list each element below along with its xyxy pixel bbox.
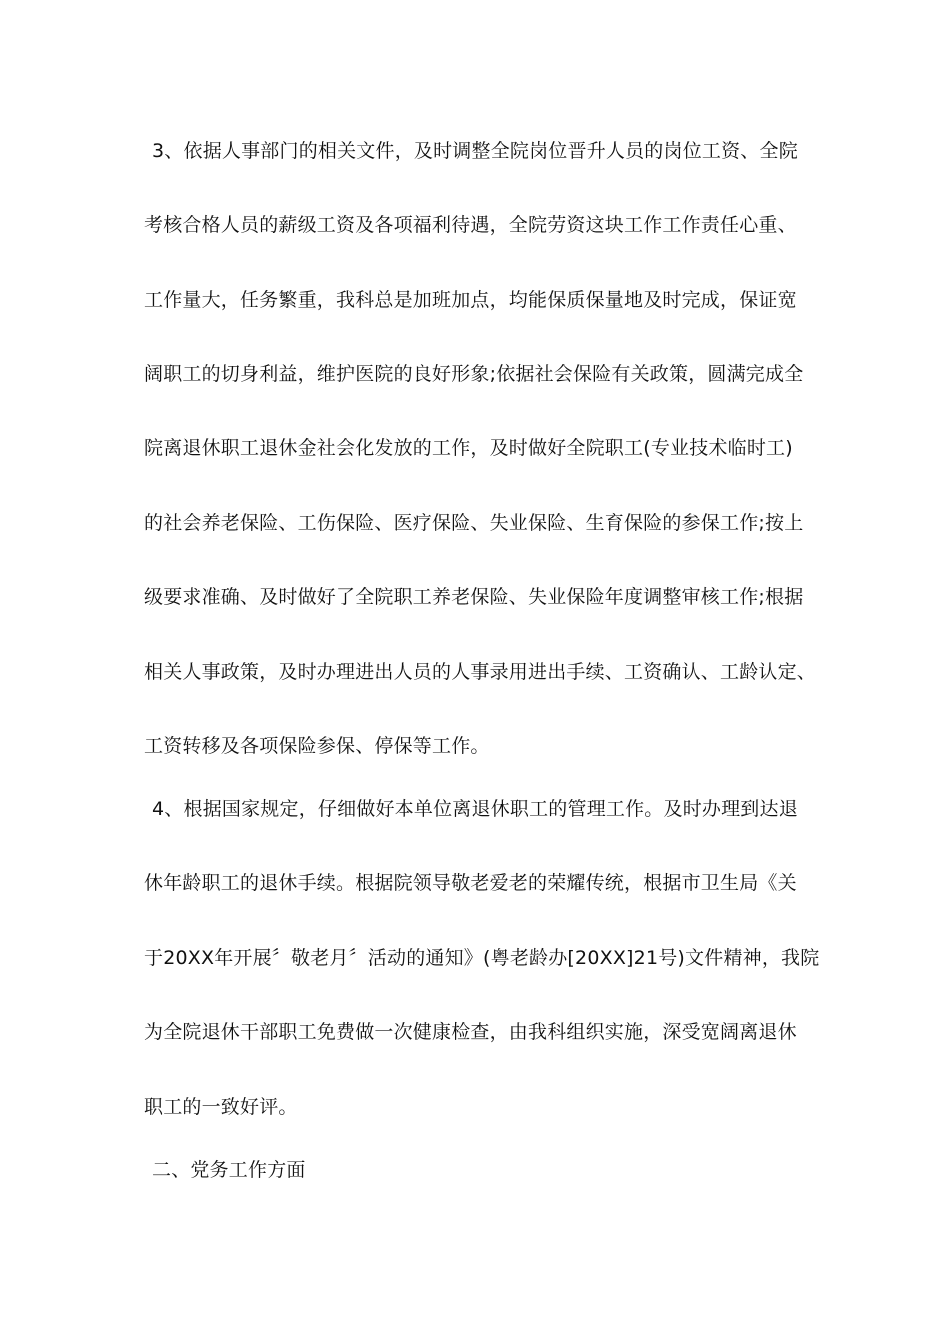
paragraph-4-line-4: 为全院退休干部职工免费做一次健康检查，由我科组织实施，深受宽阔离退休 [144, 1021, 797, 1043]
paragraph-3-line-9: 工资转移及各项保险参保、停保等工作。 [144, 735, 490, 757]
paragraph-4-line-1: 4、根据国家规定，仔细做好本单位离退休职工的管理工作。及时办理到达退 [152, 798, 798, 820]
paragraph-3-line-5: 院离退休职工退休金社会化发放的工作，及时做好全院职工(专业技术临时工) [144, 437, 793, 459]
paragraph-4-line-2: 休年龄职工的退休手续。根据院领导敬老爱老的荣耀传统，根据市卫生局《关 [144, 872, 797, 894]
paragraph-3-line-1: 3、依据人事部门的相关文件，及时调整全院岗位晋升人员的岗位工资、全院 [152, 140, 798, 162]
paragraph-4-line-5: 职工的一致好评。 [144, 1096, 298, 1118]
paragraph-3-line-3: 工作量大，任务繁重，我科总是加班加点，均能保质保量地及时完成，保证宽 [144, 289, 797, 311]
paragraph-3-line-4: 阔职工的切身利益，维护医院的良好形象;依据社会保险有关政策，圆满完成全 [144, 363, 804, 385]
paragraph-3-line-8: 相关人事政策，及时办理进出人员的人事录用进出手续、工资确认、工龄认定、 [144, 661, 817, 683]
paragraph-3-line-6: 的社会养老保险、工伤保险、医疗保险、失业保险、生育保险的参保工作;按上 [144, 512, 804, 534]
paragraph-4-line-3: 于20XX年开展〞敬老月〞活动的通知》(粤老龄办[20XX]21号)文件精神，我院 [144, 947, 820, 969]
paragraph-3-line-2: 考核合格人员的薪级工资及各项福利待遇，全院劳资这块工作工作责任心重、 [144, 214, 797, 236]
section-heading-party-affairs: 二、党务工作方面 [152, 1159, 306, 1181]
paragraph-3-line-7: 级要求准确、及时做好了全院职工养老保险、失业保险年度调整审核工作;根据 [144, 586, 804, 608]
